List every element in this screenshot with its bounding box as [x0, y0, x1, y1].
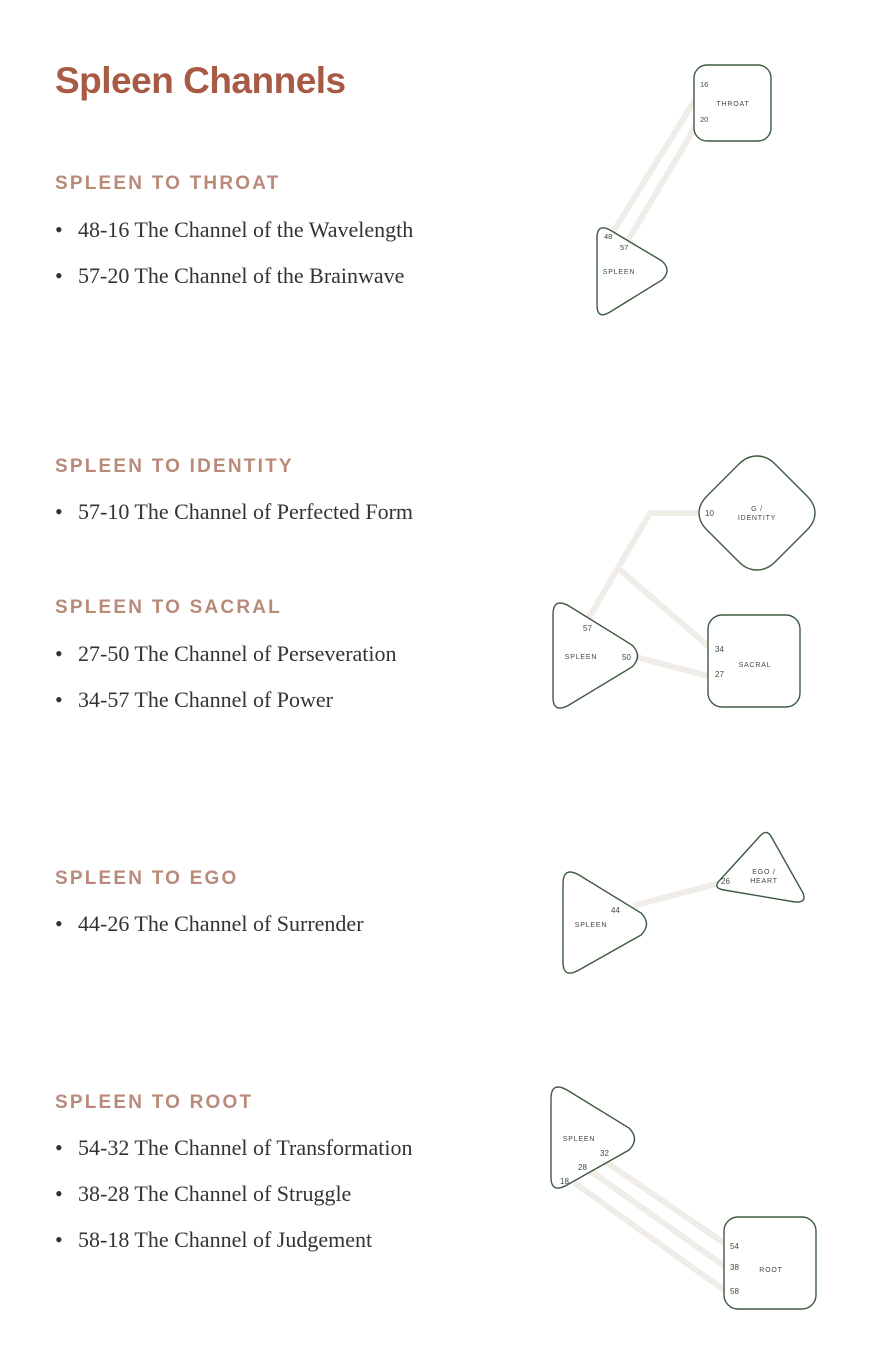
g-identity-label-line-2: IDENTITY — [737, 515, 777, 522]
diagram-spleen-to-identity-sacral — [553, 456, 815, 708]
channel-line-58-18 — [576, 1184, 724, 1290]
channel-item: • 58-18 The Channel of Judgement — [55, 1226, 412, 1272]
channel-item: • 44-26 The Channel of Surrender — [55, 910, 364, 956]
gate-10-label: 10 — [705, 509, 714, 518]
channel-item: • 48-16 The Channel of the Wavelength — [55, 216, 413, 262]
gate-27-label: 27 — [715, 670, 724, 679]
diagram-spleen-to-ego — [563, 832, 804, 973]
gate-20-label: 20 — [700, 115, 709, 124]
page-title: Spleen Channels — [55, 60, 346, 101]
channel-line-57-20 — [627, 124, 697, 242]
section-heading-spleen-to-ego: SPLEEN TO EGO — [55, 868, 239, 889]
gate-48-label: 48 — [604, 232, 613, 241]
gate-44-label: 44 — [611, 906, 620, 915]
channel-item: • 27-50 The Channel of Perseveration — [55, 640, 397, 686]
diagram-spleen-to-throat — [597, 65, 771, 315]
channel-line-27-50 — [636, 657, 708, 676]
section-heading-spleen-to-identity: SPLEEN TO IDENTITY — [55, 456, 294, 477]
section-heading-spleen-to-throat: SPLEEN TO THROAT — [55, 173, 281, 194]
section-heading-spleen-to-root: SPLEEN TO ROOT — [55, 1092, 254, 1113]
channel-item: • 57-10 The Channel of Perfected Form — [55, 498, 413, 544]
channel-line-34-57 — [618, 568, 708, 646]
gate-54-label: 54 — [730, 1242, 739, 1251]
gate-57-label: 57 — [583, 624, 592, 633]
gate-58-label: 58 — [730, 1287, 739, 1296]
channel-item: • 38-28 The Channel of Struggle — [55, 1180, 412, 1226]
root-label: ROOT — [759, 1267, 783, 1274]
gate-28-label: 28 — [578, 1163, 587, 1172]
ego-heart-label-line-1: EGO / — [752, 869, 776, 876]
gate-26-label: 26 — [721, 877, 730, 886]
gate-50-label: 50 — [622, 653, 631, 662]
ego-heart-label-line-2: HEART — [750, 878, 778, 885]
channel-item: • 57-20 The Channel of the Brainwave — [55, 262, 413, 308]
ego-heart-center — [717, 832, 804, 902]
gate-18-label: 18 — [560, 1177, 569, 1186]
gate-32-label: 32 — [600, 1149, 609, 1158]
channel-line-48-16 — [613, 100, 695, 232]
channel-line-38-28 — [592, 1172, 724, 1266]
channel-line-54-32 — [606, 1162, 724, 1243]
gate-34-label: 34 — [715, 645, 724, 654]
channel-line-44-26 — [636, 883, 720, 905]
g-identity-center — [699, 456, 815, 570]
spleen-label: SPLEEN — [562, 1136, 596, 1143]
spleen-label: SPLEEN — [564, 654, 598, 661]
section-heading-spleen-to-sacral: SPLEEN TO SACRAL — [55, 597, 282, 618]
spleen-label: SPLEEN — [602, 269, 636, 276]
gate-38-label: 38 — [730, 1263, 739, 1272]
gate-16-label: 16 — [700, 80, 709, 89]
g-identity-label-line-1: G / — [751, 506, 763, 513]
diagram-spleen-to-root — [551, 1087, 816, 1309]
channel-item: • 34-57 The Channel of Power — [55, 686, 397, 732]
channel-line-57-10 — [590, 513, 698, 616]
throat-label: THROAT — [716, 101, 750, 108]
channel-item: • 54-32 The Channel of Transformation — [55, 1134, 412, 1180]
sacral-label: SACRAL — [738, 662, 772, 669]
sacral-center — [708, 615, 800, 707]
spleen-label: SPLEEN — [574, 922, 608, 929]
gate-57-label: 57 — [620, 243, 629, 252]
